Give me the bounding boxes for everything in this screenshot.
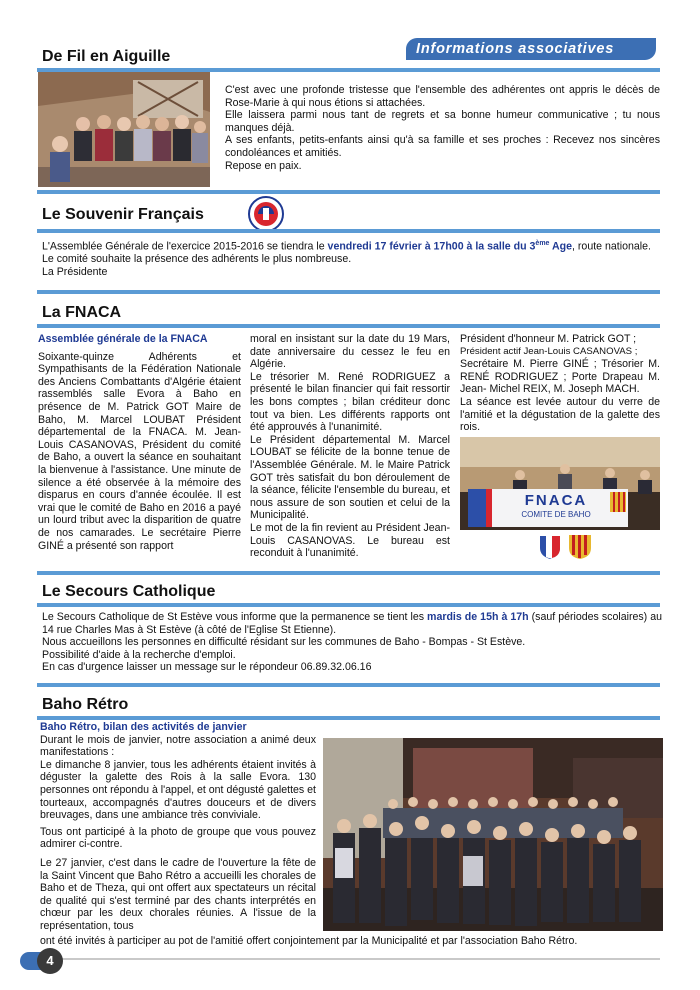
divider-rule bbox=[37, 571, 660, 575]
souvenir-date: vendredi 17 février à 17h00 à la salle du 3 bbox=[327, 240, 536, 253]
secours-line bbox=[42, 611, 662, 636]
fnaca-photo bbox=[460, 437, 660, 530]
secours-text bbox=[42, 611, 662, 674]
secours-rule bbox=[37, 603, 660, 607]
fnaca-col3-line: Secrétaire M. Pierre GINÉ ; Trésorier M. RENÉ RODRIGUEZ ; Porte Drapeau M. Jean- Michel REIX, M. Joseph MACH. bbox=[460, 358, 660, 396]
fil-text bbox=[225, 84, 660, 172]
souvenir-title: Le Souvenir Français bbox=[42, 206, 204, 223]
souvenir-logo bbox=[248, 196, 284, 232]
fnaca-col3-line: Président actif Jean-Louis CASANOVAS ; bbox=[460, 345, 638, 357]
footer-rule bbox=[60, 958, 660, 960]
retro-text-end bbox=[40, 935, 662, 948]
secours-line: Nous accueillons les personnes en difficulté résidant sur les communes de Baho - Bompas - St Estève. bbox=[42, 636, 526, 649]
baho-crest-icon bbox=[568, 534, 592, 560]
retro-text bbox=[40, 721, 316, 933]
fil-paragraph: A ses enfants, petits-enfants ainsi qu'à sa famille et ses proches : Recevez nos sincères condoléances et amitiés. bbox=[225, 134, 660, 159]
retro-rule bbox=[37, 716, 660, 720]
retro-title: Baho Rétro bbox=[42, 696, 129, 713]
retro-paragraph: Le 27 janvier, c'est dans le cadre de l'ouverture la fête de la Saint Vincent que Baho Rétro a accueilli les chorales de Baho et de Theza, qui ont offert aux spectateurs un récital de qualité qui s'est terminé par des chants interprétés en chœur par les deux chorales réunies. A l'issue de la représentation, tous bbox=[40, 856, 316, 932]
section-banner-label: Informations associatives bbox=[416, 41, 615, 57]
fnaca-col2-paragraph: Le Président départemental M. Marcel LOUBAT se félicite de la bonne tenue de l'Assemblée Générale. M. le Maire Patrick GOT très satisfait du bon déroulement de la séance, félicite l'ensemble du bureau, et nous assure de son soutien et celui de la Municipalité. bbox=[250, 433, 450, 522]
retro-subtitle: Baho Rétro, bilan des activités de janvier bbox=[40, 721, 247, 733]
souvenir-line: La Présidente bbox=[42, 265, 108, 278]
page-number: 4 bbox=[37, 948, 63, 974]
retro-paragraph-end: ont été invités à participer au pot de l'amitié offert conjointement par la Municipalité et par l'association Baho Rétro. bbox=[40, 935, 578, 947]
fnaca-col2-paragraph: Le trésorier M. René RODRIGUEZ a présenté le bilan financier qui fait ressortir les bons comptes ; bilan créditeur donc tout va bien. Les différents rapports ont été approuvés à l'unanimité. bbox=[250, 370, 450, 434]
retro-group-photo bbox=[323, 738, 663, 931]
souvenir-line: Le comité souhaite la présence des adhérents le plus nombreuse. bbox=[42, 253, 352, 266]
fnaca-col1-text: Soixante-quinze Adhérents et Sympathisants de la Fédération Nationale des Anciens Combattants d'Algérie étaient rassemblés salle Evora à Baho en présence de M. Patrick GOT Maire de Baho, M. Marcel LOUBAT Président départemental de la FNACA. M. Jean-Louis CASANOVAS, Président du comité de Baho, a ouvert la séance en souhaitant la bienvenue à l'assistance. Une minute de silence a été observée à la mémoire des disparus en cours d'année écoulée. Il est vrai que le comité de Baho en 2016 a payé un lourd tribut avec la disparition de quatre de nos camarades. Le secrétaire Pierre GINÉ a présenté son rapport bbox=[38, 350, 241, 552]
retro-paragraph: Le dimanche 8 janvier, tous les adhérents étaient invités à déguster la galette des Rois à la salle Evora. 130 personnes ont répondu à l'appel, et ont dégusté galettes et tourteaux, accompagnés d'autres douceurs et de divers breuvages, dans une ambiance très conviviale. bbox=[40, 758, 316, 822]
retro-paragraph: Tous ont participé à la photo de groupe que vous pouvez admirer ci-contre. bbox=[40, 825, 316, 851]
fnaca-col3-line: La séance est levée autour du verre de l'amitié et la dégustation de la galette des rois. bbox=[460, 395, 660, 434]
divider-rule bbox=[37, 290, 660, 294]
fnaca-col2 bbox=[250, 333, 450, 560]
divider-rule bbox=[37, 190, 660, 194]
fnaca-col3 bbox=[460, 333, 660, 434]
fil-paragraph: Repose en paix. bbox=[225, 159, 302, 172]
souvenir-line1-d: , route nationale. bbox=[572, 240, 651, 253]
retro-paragraph: Durant le mois de janvier, notre association a animé deux manifestations : bbox=[40, 733, 316, 759]
fnaca-col2-paragraph: moral en insistant sur la date du 19 Mars, date anniversaire du cessez le feu en Algérie. bbox=[250, 333, 450, 371]
fnaca-title: La FNACA bbox=[42, 304, 122, 321]
fnaca-photo-banner: FNACA bbox=[524, 492, 588, 509]
souvenir-line1-a: L'Assemblée Générale de l'exercice 2015-2016 se tiendra le bbox=[42, 240, 328, 253]
fnaca-col1 bbox=[38, 333, 241, 552]
secours-hours: mardis de 15h à 17h bbox=[427, 611, 529, 623]
divider-rule bbox=[37, 683, 660, 687]
fnaca-logo bbox=[538, 534, 562, 560]
souvenir-age: Age bbox=[549, 240, 573, 253]
fnaca-col3-line: Président d'honneur M. Patrick GOT ; bbox=[460, 333, 637, 345]
secours-line1-c: (sauf périodes scolaires) au 14 rue Charles Mas à St Estève (à côté de l'Eglise St Etienne). bbox=[42, 611, 663, 636]
fnaca-rule bbox=[37, 324, 660, 328]
secours-line: En cas d'urgence laisser un message sur le répondeur 06.89.32.06.16 bbox=[42, 661, 372, 674]
fnaca-subtitle: Assemblée générale de la FNACA bbox=[38, 333, 208, 345]
souvenir-text bbox=[42, 238, 662, 278]
fil-title: De Fil en Aiguille bbox=[42, 48, 171, 65]
souvenir-rule bbox=[37, 229, 660, 233]
section-banner bbox=[406, 38, 656, 60]
fil-photo bbox=[38, 72, 210, 187]
fil-paragraph: C'est avec une profonde tristesse que l'ensemble des adhérentes ont appris le décès de Rose-Marie à qui nous étions si attachées. bbox=[225, 84, 660, 109]
fnaca-col2-paragraph: Le mot de la fin revient au Président Jean-Louis CASANOVAS. Le bureau est reconduit à l'unanimité. bbox=[250, 521, 450, 560]
souvenir-line bbox=[42, 238, 662, 253]
fil-paragraph: Elle laissera parmi nous tant de regrets et sa bonne humeur communicative ; tu nous manques déjà. bbox=[225, 109, 660, 134]
souvenir-sup: ème bbox=[535, 240, 550, 247]
secours-line: Possibilité d'aide à la recherche d'emploi. bbox=[42, 648, 236, 661]
secours-title: Le Secours Catholique bbox=[42, 583, 216, 600]
secours-line1-a: Le Secours Catholique de St Estève vous informe que la permanence se tient les bbox=[42, 611, 428, 623]
fnaca-photo-banner-sub: COMITE DE BAHO bbox=[521, 510, 591, 519]
